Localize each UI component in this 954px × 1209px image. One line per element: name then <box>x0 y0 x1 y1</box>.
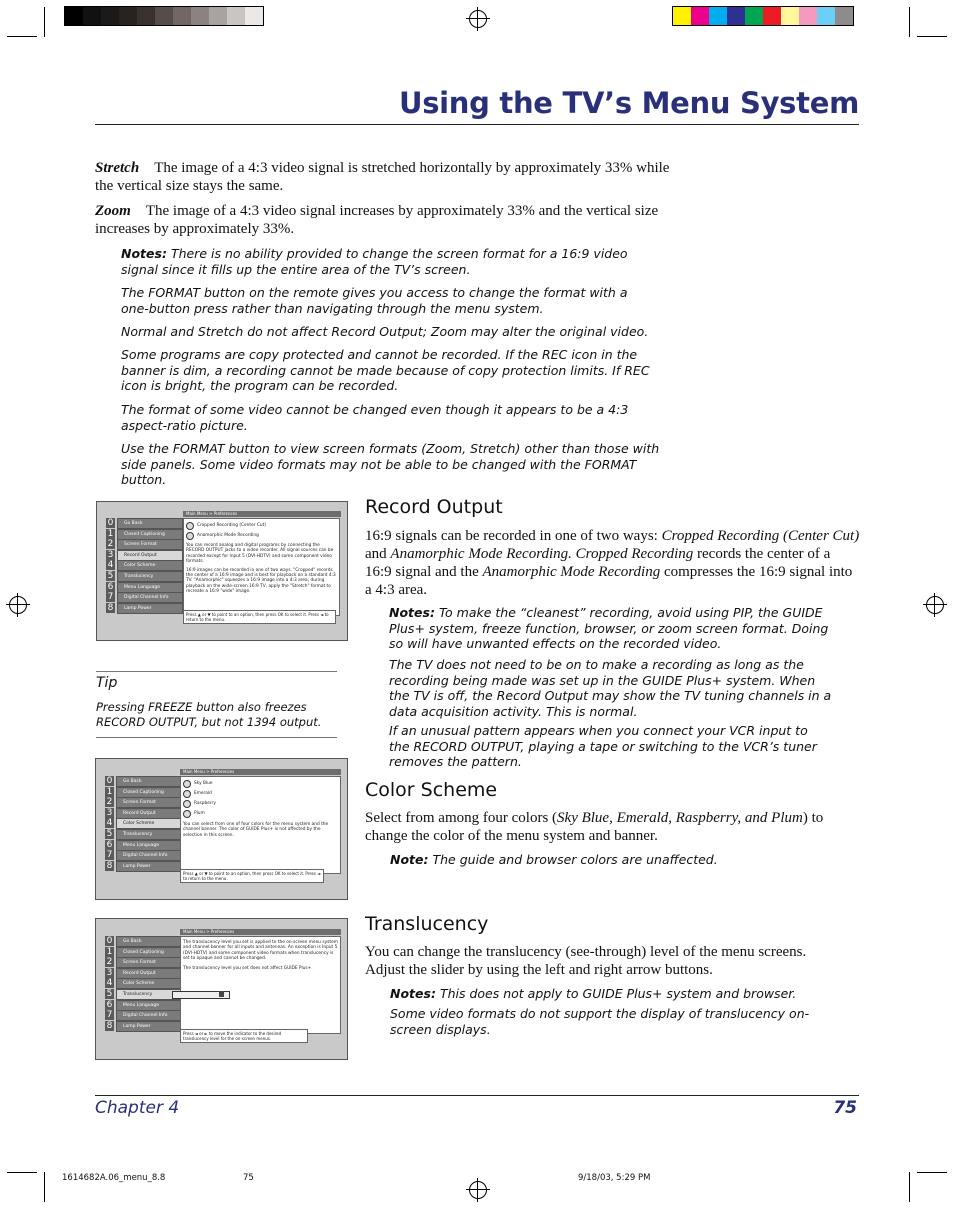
menu-item-label: Closed Captioning <box>124 531 165 537</box>
menu-item-label: Go Back <box>123 939 142 944</box>
color-swatch <box>835 7 853 25</box>
crop-mark <box>7 36 37 37</box>
menu-item-number: 6 <box>107 581 114 592</box>
menu-item-number: 7 <box>107 592 114 603</box>
note-5: The format of some video cannot be changed even though it appears to be a 4:3 aspect-ratio picture. <box>121 402 629 433</box>
color-option[interactable]: Sky Blue <box>183 780 338 788</box>
color-swatch <box>83 7 101 25</box>
menu-item-number: 3 <box>107 549 114 560</box>
menu-item-number: 8 <box>106 1020 113 1031</box>
menu-item-number: 1 <box>106 946 113 957</box>
menu-item-label: Translucency <box>123 992 153 997</box>
menu-item-number: 7 <box>106 1010 113 1021</box>
menu-item-number: 2 <box>106 797 113 808</box>
tip-text: Pressing FREEZE button also freezes RECORD OUTPUT, but not 1394 output. <box>96 700 322 729</box>
color-swatch <box>245 7 263 25</box>
menu-item-number: 0 <box>106 776 113 786</box>
menu-breadcrumb: Main Menu > Preferences <box>183 511 341 517</box>
menu-item[interactable] <box>106 967 182 979</box>
color-swatch <box>191 7 209 25</box>
menu-item-number: 4 <box>106 818 113 829</box>
menu-item[interactable] <box>107 560 183 571</box>
menu-item-label: Lamp Power <box>123 1023 151 1029</box>
menu-item-label: Closed Captioning <box>123 789 164 795</box>
menu-item-label: Record Output <box>124 552 157 558</box>
menu-item[interactable] <box>106 860 182 872</box>
crop-mark <box>44 1172 45 1202</box>
menu-item-number: 0 <box>106 936 113 946</box>
radio-icon <box>186 532 194 540</box>
menu-item[interactable] <box>107 528 183 540</box>
color-swatch <box>709 7 727 25</box>
menu-item[interactable] <box>106 797 182 808</box>
color-swatch <box>727 7 745 25</box>
menu-footer: Press ▲ or ▼ to point to an option, then press OK to select it. Press ◄ to return to the menu. <box>183 610 336 624</box>
color-swatch <box>799 7 817 25</box>
menu-help-text: You can record analog and digital programs by connecting the RECORD OUTPUT jacks to a video recorder. All signal sources can be recorded except for Input 5 (DVI-HDTV) and some component video formats. <box>186 543 334 565</box>
menu-item-number: 6 <box>106 999 113 1010</box>
menu-item[interactable] <box>106 839 182 851</box>
menu-item-label: Color Scheme <box>124 563 156 569</box>
color-swatch <box>119 7 137 25</box>
registration-mark-icon <box>9 596 27 614</box>
crop-mark <box>909 1172 910 1202</box>
menu-item[interactable] <box>106 786 182 798</box>
color-swatch <box>763 7 781 25</box>
menu-footer: Press ▲ or ▼ to point to an option, then press OK to select it. Press ◄ to return to the menu. <box>180 869 324 883</box>
tip-rule <box>96 671 337 672</box>
color-options <box>183 780 338 818</box>
menu-item-label: Translucency <box>124 574 154 579</box>
color-swatch <box>65 7 83 25</box>
tip-rule <box>96 737 337 738</box>
menu-item[interactable] <box>107 549 183 561</box>
menu-item[interactable] <box>106 807 182 819</box>
radio-icon <box>183 810 191 818</box>
menu-item-number: 7 <box>106 850 113 861</box>
color-swatch <box>155 7 173 25</box>
note-3: Normal and Stretch do not affect Record Output; Zoom may alter the original video. <box>121 324 649 339</box>
menu-item-label: Translucency <box>123 832 153 837</box>
menu-item-label: Menu Language <box>123 1002 159 1008</box>
menu-item-label: Go Back <box>123 779 142 784</box>
menu-item-number: 8 <box>107 602 114 613</box>
color-option[interactable]: Emerald <box>183 790 338 798</box>
menu-item-label: Screen Format <box>123 960 156 966</box>
menu-breadcrumb: Main Menu > Preferences <box>180 769 341 775</box>
radio-icon <box>183 780 191 788</box>
menu-item[interactable] <box>107 518 183 529</box>
stretch-term: Stretch <box>95 160 140 176</box>
tip-label: Tip <box>96 675 118 691</box>
menu-panel <box>180 936 341 1034</box>
record-output-heading: Record Output <box>365 496 503 518</box>
menu-item[interactable] <box>107 581 183 593</box>
option-cropped[interactable]: Cropped Recording (Center Cut) <box>186 522 337 530</box>
crop-mark <box>44 7 45 37</box>
record-note-2: The TV does not need to be on to make a recording as long as the recording being made was set up in the GUIDE Plus+ system. When the TV is off, the Record Output may show the TV tuning channels in a data acquisition activity. This is normal. <box>389 657 832 719</box>
menu-item-number: 3 <box>106 807 113 818</box>
color-swatch <box>817 7 835 25</box>
menu-item[interactable] <box>106 776 182 787</box>
menu-item-label: Digital Channel Info <box>123 853 168 859</box>
slug-page: 75 <box>243 1173 254 1183</box>
menu-help-text: 16:9 images can be recorded in one of two ways. "Cropped" records the center of a 16:9 image and is best for playback on a standard 4:3 TV. "Anamorphic" squeezes a 16:9 image into a 4:3 area; during playback on the wide-screen 16:9 TV, apply the "Stretch" format to recreate a 16:9 "wide" image. <box>186 567 336 595</box>
registration-mark-icon <box>469 10 487 28</box>
color-swatch-bar <box>672 6 854 26</box>
note-6: Use the FORMAT button to view screen formats (Zoom, Stretch) other than those with side panels. Some video formats may not be able to be changed with the FORMAT button. <box>121 441 660 487</box>
menu-item-label: Color Scheme <box>123 821 155 827</box>
menu-item[interactable] <box>106 936 182 947</box>
radio-icon <box>186 522 194 530</box>
record-note-1: Notes: To make the “cleanest” recording, avoid using PIP, the GUIDE Plus+ system, freeze function, browser, or zoom screen format. Doing so will have unwanted effects on the recorded video. <box>389 605 829 651</box>
record-output-menu-screenshot <box>96 501 348 641</box>
note-1: Notes: There is no ability provided to change the screen format for a 16:9 video signal since it fills up the entire area of the TV’s screen. <box>121 246 628 277</box>
zoom-paragraph <box>95 202 670 238</box>
color-option[interactable]: Plum <box>183 810 338 818</box>
stretch-text: The image of a 4:3 video signal is stretched horizontally by approximately 33% while the vertical size stays the same. <box>95 160 670 194</box>
menu-item-label: Lamp Power <box>124 605 152 611</box>
menu-item-label: Screen Format <box>124 542 157 548</box>
slider-handle[interactable] <box>219 991 224 997</box>
menu-item-number: 4 <box>107 560 114 571</box>
crop-mark <box>917 36 947 37</box>
menu-item-number: 0 <box>107 518 114 528</box>
translucency-menu-screenshot <box>95 918 348 1060</box>
zoom-text: The image of a 4:3 video signal increases by approximately 33% and the vertical size increases by approximately 33%. <box>95 203 659 237</box>
menu-panel <box>180 776 341 874</box>
crop-mark <box>917 1172 947 1173</box>
translucency-body: You can change the translucency (see-through) level of the menu screens. Adjust the slider by using the left and right arrow buttons. <box>365 944 807 978</box>
menu-item-number: 2 <box>107 539 114 550</box>
menu-help-text: The translucency level you set is applied to the on-screen menu system and channel banner for all inputs and antennas. An exception is Input 5 (DVI-HDTV) and some component video formats when translucency is set to opaque and cannot be changed. <box>183 940 338 962</box>
menu-panel <box>183 518 340 616</box>
color-scheme-body: Select from among four colors (Sky Blue, Emerald, Raspberry, and Plum) to change the color of the menu system and banner. <box>365 810 824 844</box>
menu-item-number: 3 <box>106 967 113 978</box>
record-note-3: If an unusual pattern appears when you connect your VCR input to the RECORD OUTPUT, playing a tape or switching to the VCR’s tuner removes the pattern. <box>389 723 817 769</box>
menu-item[interactable] <box>106 829 182 840</box>
gray-swatch-bar <box>64 6 264 26</box>
stretch-paragraph <box>95 159 685 195</box>
zoom-term: Zoom <box>95 203 131 219</box>
menu-help-text: The translucency level you set does not affect GUIDE Plus+. <box>183 965 313 971</box>
color-scheme-heading: Color Scheme <box>365 779 498 801</box>
menu-item-number: 5 <box>106 989 113 999</box>
menu-item[interactable] <box>107 571 183 582</box>
slug-date: 9/18/03, 5:29 PM <box>578 1173 651 1183</box>
menu-item[interactable] <box>106 818 182 829</box>
color-swatch <box>137 7 155 25</box>
registration-mark-icon <box>469 1181 487 1199</box>
record-output-body: 16:9 signals can be recorded in one of two ways: Cropped Recording (Center Cut) and Anamorphic Mode Recording. Cropped Recording records the center of a 16:9 signal and the Anamorphic Mode Recording compresses the 16:9 signal into a 4:3 area. <box>365 528 860 598</box>
crop-mark <box>7 1172 37 1173</box>
menu-item[interactable] <box>106 1020 182 1032</box>
menu-item-number: 4 <box>106 978 113 989</box>
menu-item-number: 5 <box>107 571 114 581</box>
slug-filename: 1614682A.06_menu_8.8 <box>62 1173 166 1183</box>
header-rule <box>95 124 859 125</box>
color-swatch <box>101 7 119 25</box>
color-scheme-note: Note: The guide and browser colors are unaffected. <box>390 852 718 867</box>
menu-item-label: Color Scheme <box>123 981 155 987</box>
menu-item-label: Record Output <box>123 970 156 976</box>
menu-item[interactable] <box>107 539 183 550</box>
menu-item-number: 8 <box>106 860 113 871</box>
color-swatch <box>745 7 763 25</box>
translucency-note-1: Notes: This does not apply to GUIDE Plus+ system and browser. <box>390 986 797 1001</box>
option-anamorphic[interactable]: Anamorphic Mode Recording <box>186 532 337 540</box>
radio-icon <box>183 790 191 798</box>
color-scheme-menu-screenshot <box>95 758 348 900</box>
registration-mark-icon <box>926 596 944 614</box>
menu-item-label: Digital Channel Info <box>124 595 169 601</box>
menu-item[interactable] <box>106 957 182 968</box>
menu-help-text: You can select from one of four colors for the menu system and the channel banner. The color of GUIDE Plus+ is not affected by the selection in this screen. <box>183 822 329 838</box>
color-swatch <box>673 7 691 25</box>
color-swatch <box>691 7 709 25</box>
menu-item-label: Menu Language <box>124 584 160 590</box>
color-swatch <box>781 7 799 25</box>
menu-item-label: Screen Format <box>123 800 156 806</box>
menu-item[interactable] <box>107 592 183 603</box>
color-swatch <box>173 7 191 25</box>
radio-icon <box>183 800 191 808</box>
menu-item-label: Go Back <box>124 521 143 526</box>
menu-item-label: Menu Language <box>123 842 159 848</box>
color-option[interactable]: Raspberry <box>183 800 338 808</box>
note-4: Some programs are copy protected and cannot be recorded. If the REC icon in the banner is dim, a recording cannot be made because of copy protection limits. If REC icon is bright, the program can be recorded. <box>121 347 650 393</box>
menu-item-label: Lamp Power <box>123 863 151 869</box>
chapter-label: Chapter 4 <box>95 1098 180 1118</box>
menu-item-number: 2 <box>106 957 113 968</box>
translucency-note-2: Some video formats do not support the display of translucency on-screen displays. <box>390 1006 810 1037</box>
menu-item[interactable] <box>106 999 182 1011</box>
menu-item[interactable] <box>106 850 182 861</box>
page-title: Using the TV’s Menu System <box>398 86 859 120</box>
menu-item[interactable] <box>106 1010 182 1021</box>
footer-rule <box>95 1095 859 1096</box>
menu-breadcrumb: Main Menu > Preferences <box>180 929 341 935</box>
page-number: 75 <box>833 1098 857 1118</box>
crop-mark <box>909 7 910 37</box>
note-2: The FORMAT button on the remote gives you access to change the format with a one-button press rather than navigating through the menu system. <box>121 285 628 316</box>
color-swatch <box>209 7 227 25</box>
menu-item-label: Record Output <box>123 810 156 816</box>
menu-item-label: Digital Channel Info <box>123 1013 168 1019</box>
menu-item[interactable] <box>106 978 182 989</box>
menu-item-number: 5 <box>106 829 113 839</box>
menu-item-number: 6 <box>106 839 113 850</box>
menu-item-number: 1 <box>106 786 113 797</box>
menu-item-number: 1 <box>107 528 114 539</box>
color-swatch <box>227 7 245 25</box>
translucency-heading: Translucency <box>365 913 489 935</box>
translucency-slider[interactable] <box>172 991 230 999</box>
menu-item[interactable] <box>106 946 182 958</box>
menu-item[interactable] <box>107 602 183 614</box>
menu-item-label: Closed Captioning <box>123 949 164 955</box>
menu-footer: Press ◄ or ► to move the indicator to the desired translucency level for the on-screen menus. <box>180 1029 308 1043</box>
